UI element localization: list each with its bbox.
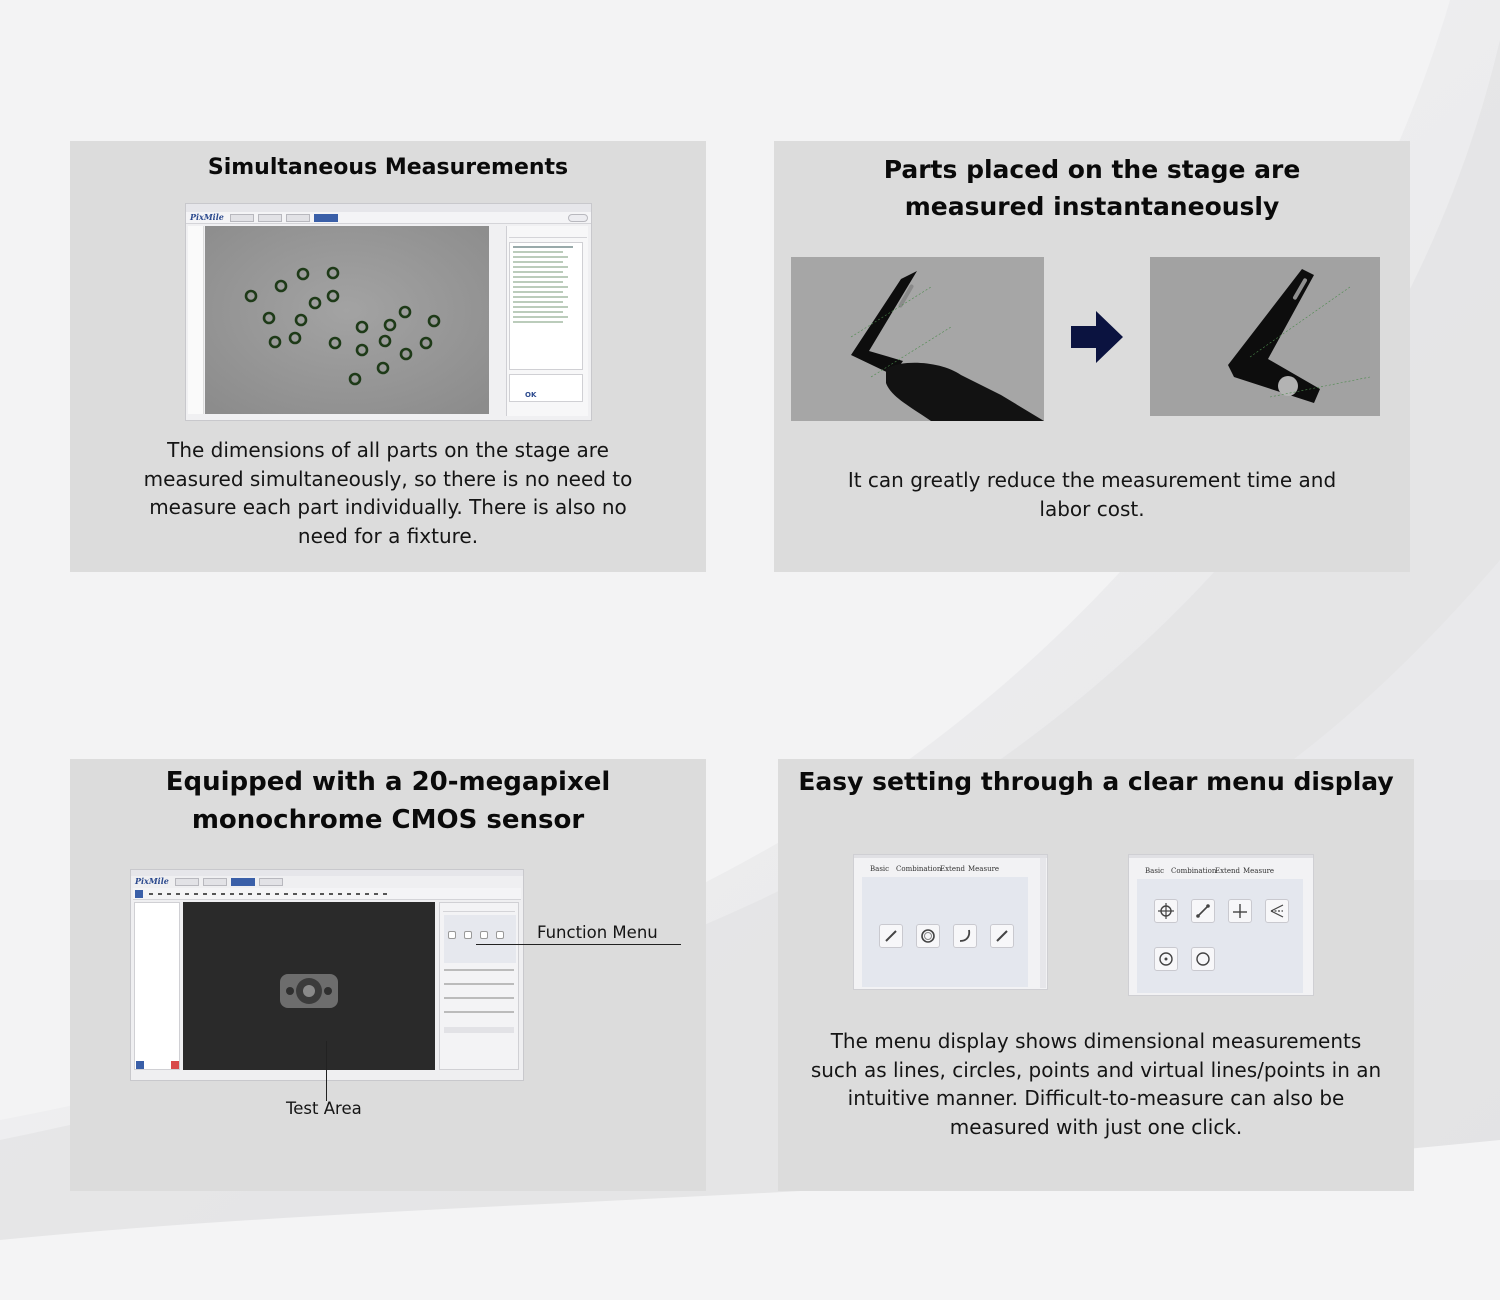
intersection-point-icon[interactable] [1228, 899, 1252, 923]
tab-measure[interactable]: Measure [1243, 867, 1275, 875]
point-to-point-line-icon[interactable] [1191, 899, 1215, 923]
menu-screenshot-combination [1128, 854, 1314, 996]
arc-icon[interactable] [953, 924, 977, 948]
card-title-line-1: Equipped with a 20-megapixel [165, 767, 611, 797]
tool-toolbar[interactable] [133, 888, 521, 900]
card-body-text: The menu display shows dimensional measurements such as lines, circles, points and virtual lines/points in an intuitive manner. Difficult-to-measure can also be measured with just one click. [810, 1029, 1382, 1139]
virtual-lines-icon[interactable] [1265, 899, 1289, 923]
function-menu-panel[interactable] [439, 902, 519, 1070]
circle-icon[interactable] [916, 924, 940, 948]
test-area-leader-line [326, 1041, 327, 1101]
tab-extend[interactable]: Extend [940, 865, 966, 873]
test-area-label: Test Area [286, 1099, 362, 1118]
tab-combination[interactable]: Combination [896, 865, 942, 873]
left-tool-strip [188, 226, 204, 414]
task-step-tabs [230, 214, 340, 222]
arrow-right-icon [1069, 309, 1125, 365]
results-list[interactable] [509, 242, 583, 370]
center-point-circle-icon[interactable] [1154, 947, 1178, 971]
tab-combination[interactable]: Combination [1171, 867, 1217, 875]
results-panel [506, 226, 588, 416]
card-instant-measurement [774, 141, 1410, 572]
tab-basic[interactable]: Basic [870, 865, 890, 873]
tab-measure[interactable]: Measure [968, 865, 1000, 873]
card-menu-display [778, 759, 1414, 1191]
card-title-line-2: measured instantaneously [904, 192, 1280, 221]
card-cmos-sensor [70, 759, 706, 1191]
crosshair-point-icon[interactable] [1154, 899, 1178, 923]
card-simultaneous-measurements [70, 141, 706, 572]
function-menu-label: Function Menu [537, 923, 658, 942]
card-body-text: It can greatly reduce the measurement time and labor cost. [847, 468, 1337, 521]
card-title-line-2: monochrome CMOS sensor [191, 805, 585, 835]
ok-result-label: OK [525, 391, 537, 399]
app-logo: PixMile [190, 212, 224, 222]
part-before-image [791, 257, 1044, 421]
task-step-tabs [175, 878, 285, 886]
card-title: Easy setting through a clear menu display [798, 767, 1394, 796]
function-menu-leader-line [476, 944, 681, 945]
machine-button[interactable] [568, 214, 588, 222]
line-icon[interactable] [879, 924, 903, 948]
part-after-image [1150, 257, 1380, 416]
line-icon[interactable] [990, 924, 1014, 948]
software-screenshot-sensor [130, 869, 524, 1081]
software-screenshot-multi-part [185, 203, 592, 421]
circle-icon[interactable] [1191, 947, 1215, 971]
card-body-text: The dimensions of all parts on the stage are measured simultaneously, so there is no need to measure each part individually. There is also no need for a fixture. [143, 438, 633, 548]
test-area-image [183, 902, 435, 1070]
menu-screenshot-basic [853, 854, 1048, 990]
app-logo: PixMile [135, 876, 169, 886]
test-area-image [205, 226, 489, 414]
left-panel [134, 902, 180, 1070]
card-title: Simultaneous Measurements [207, 155, 569, 180]
card-title-line-1: Parts placed on the stage are [883, 155, 1301, 184]
tab-extend[interactable]: Extend [1215, 867, 1241, 875]
tab-basic[interactable]: Basic [1145, 867, 1165, 875]
